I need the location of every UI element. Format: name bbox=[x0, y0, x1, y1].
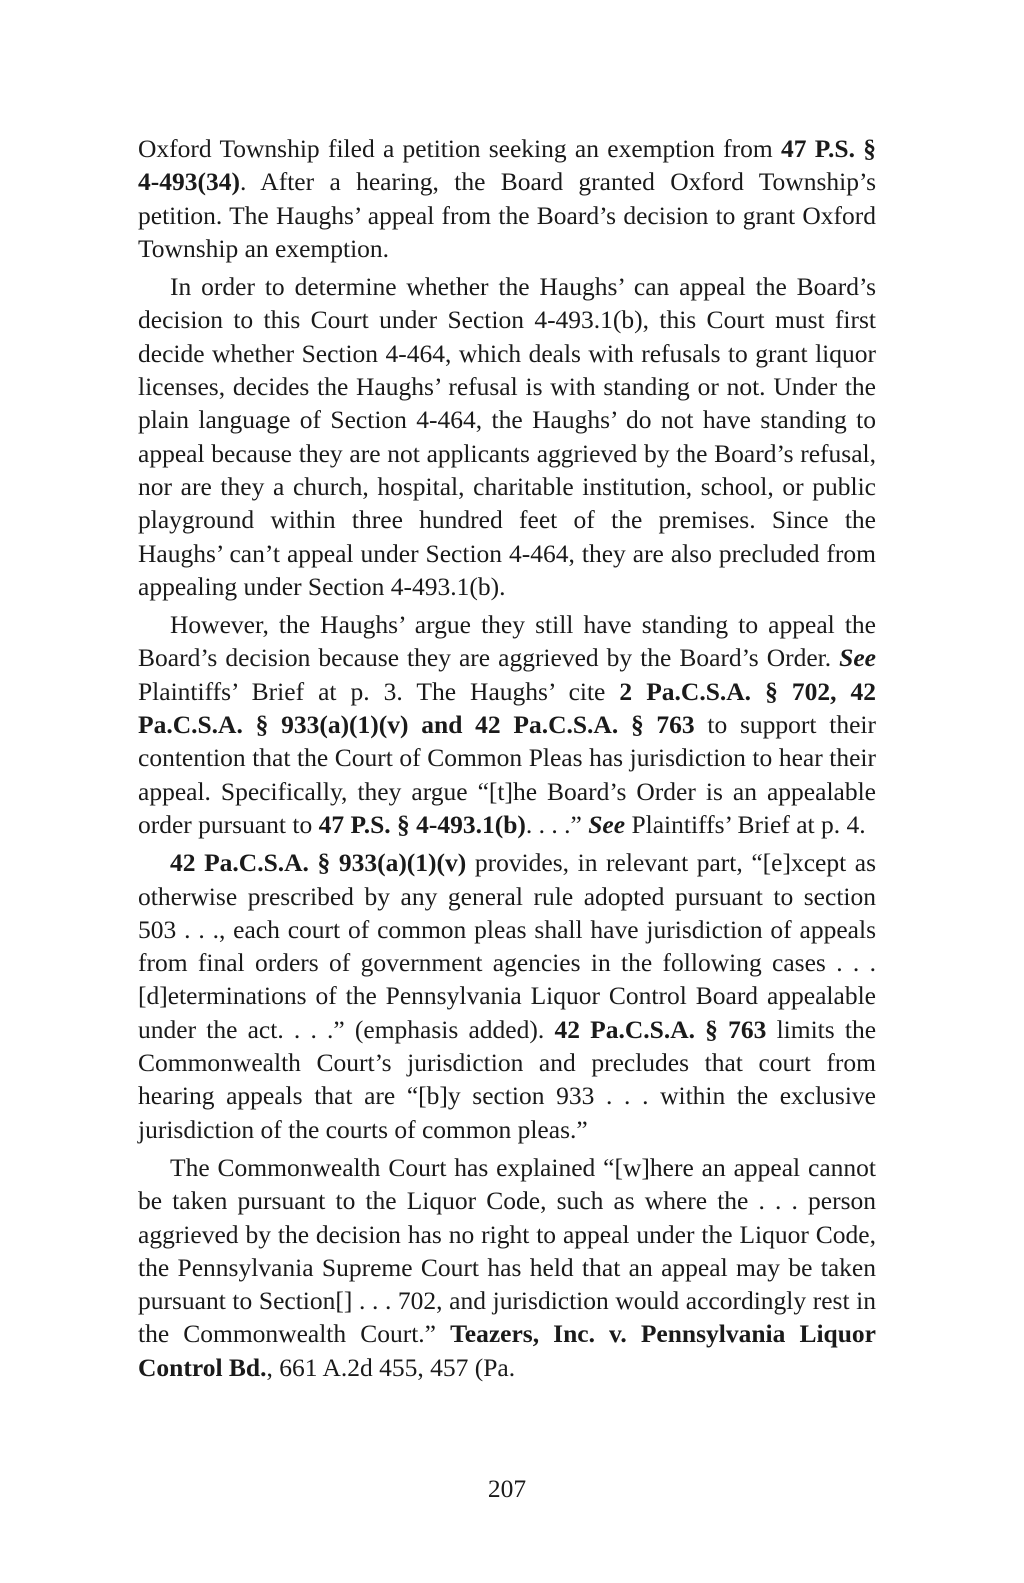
text-span: However, the Haughs’ argue they still have standing to appeal the Board’s decision because they are aggrieved by the Board’s Order. bbox=[138, 610, 876, 673]
text-span: Plaintiffs’ Brief at p. 4. bbox=[625, 809, 866, 839]
signal-see: See bbox=[588, 809, 626, 839]
text-span: Plaintiffs’ Brief at p. 3. The Haughs’ cite bbox=[138, 676, 620, 706]
statute-citation: 42 Pa.C.S.A. § 933(a)(1)(v) bbox=[170, 848, 467, 878]
paragraph-5 bbox=[138, 1151, 876, 1384]
page-number: 207 bbox=[487, 1474, 527, 1503]
paragraph-4 bbox=[138, 846, 876, 1146]
statute-citation: 42 Pa.C.S.A. § 763 bbox=[554, 1014, 767, 1044]
text-span: provides, in relevant part, “[e]xcept as otherwise prescribed by any general rule adopted pursuant to section 503 . . ., each court of common pleas shall have jurisdiction of appeals from final orders of government agencies in the following cases . . . [d]eterminations of the Pennsylvania Liquor Control Board appealable under the act. . . .” (emphasis added). bbox=[138, 848, 876, 1044]
text-span: . After a hearing, the Board granted Oxford Township’s petition. The Haughs’ appeal from the Board’s decision to grant Oxford Township an exemption. bbox=[138, 167, 876, 263]
text-span: In order to determine whether the Haughs’ can appeal the Board’s decision to this Court under Section 4-493.1(b), this Court must first decide whether Section 4-464, which deals with refusals to grant liquor licenses, decides the Haughs’ refusal is with standing or not. Under the plain language of Section 4-464, the Haughs’ do not have standing to appeal because they are not applicants aggrieved by the Board’s refusal, nor are they a church, hospital, charitable institution, school, or public playground within three hundred feet of the premises. Since the Haughs’ can’t appeal under Section 4-464, they are also precluded from appealing under Section 4-493.1(b). bbox=[138, 272, 876, 601]
text-span: The Commonwealth Court has explained “[w]here an appeal cannot be taken pursuant to the Liquor Code, such as where the . . . person aggrieved by the decision has no right to appeal under the Liquor Code, the Pennsylvania Supreme Court has held that an appeal may be taken pursuant to Section[] . . . 702, and jurisdiction would accordingly rest in the Commonwealth Court.” bbox=[138, 1152, 876, 1349]
text-span: Oxford Township filed a petition seeking an exemption from bbox=[138, 134, 782, 163]
text-span: , 661 A.2d 455, 457 (Pa. bbox=[266, 1352, 516, 1382]
statute-citation: 47 P.S. § 4-493(34) bbox=[138, 134, 876, 197]
text-span: limits the Commonwealth Court’s jurisdiction and precludes that court from hearing appeals that are “[b]y section 933 . . . within the exclusive jurisdiction of the courts of common pleas.” bbox=[138, 1014, 877, 1144]
paragraph-1 bbox=[138, 132, 876, 265]
document-body bbox=[138, 132, 876, 1389]
statute-citation: 47 P.S. § 4-493.1(b) bbox=[318, 809, 526, 839]
paragraph-2 bbox=[138, 270, 876, 603]
text-span: . . . .” bbox=[525, 809, 589, 839]
signal-see: See bbox=[839, 643, 876, 673]
text-span: to support their contention that the Court of Common Pleas has jurisdiction to hear their appeal. Specifically, they argue “[t]he Board’s Order is an appealable order pursuant to bbox=[138, 710, 876, 839]
case-citation: Teazers, Inc. v. Pennsylvania Liquor Control Bd. bbox=[138, 1319, 876, 1382]
statute-citation: 2 Pa.C.S.A. § 702, 42 Pa.C.S.A. § 933(a)(1)(v) and 42 Pa.C.S.A. § 763 bbox=[138, 676, 877, 740]
paragraph-3 bbox=[138, 608, 876, 841]
